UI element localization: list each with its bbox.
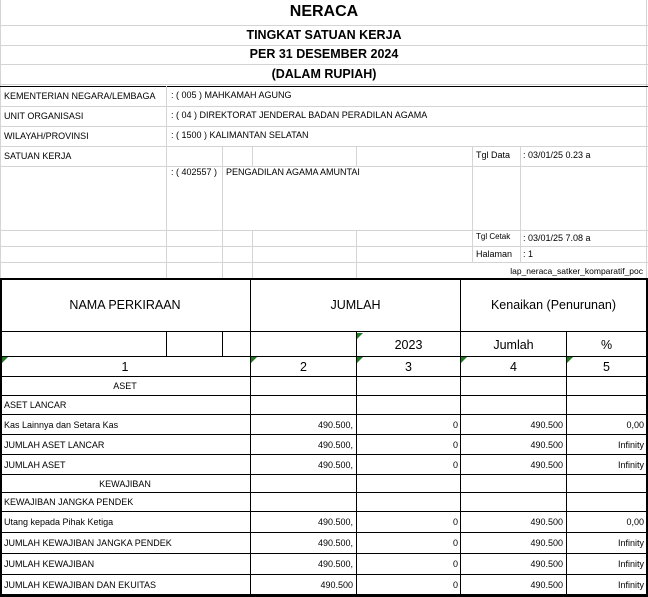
row-label: JUMLAH ASET: [4, 460, 66, 470]
col-header-jumlah: JUMLAH: [330, 298, 381, 312]
cell-marker: [461, 357, 467, 363]
row-value-2024: 490.500,: [317, 440, 353, 450]
tgl-cetak-label: Tgl Cetak: [476, 232, 511, 241]
row-divider: [0, 474, 648, 475]
unit-label: UNIT ORGANISASI: [4, 111, 84, 121]
tgl-cetak-value: : 03/01/25 7.08 a: [523, 233, 591, 243]
row-value-percent: Infinity: [617, 580, 644, 590]
row-value-2024: 490.500,: [317, 460, 353, 470]
report-title: NERACA: [289, 3, 359, 20]
report-code: lap_neraca_satker_komparatif_poc: [510, 266, 643, 276]
row-label: ASET LANCAR: [4, 400, 67, 410]
kementerian-label: KEMENTERIAN NEGARA/LEMBAGA: [4, 91, 156, 101]
col-number-1: 1: [121, 360, 129, 374]
row-divider: [0, 511, 648, 512]
row-value-percent: Infinity: [617, 460, 644, 470]
cell-marker: [2, 357, 8, 363]
tgl-data-label: Tgl Data: [476, 150, 511, 160]
cell-marker: [567, 357, 573, 363]
col-number-4: 4: [510, 360, 517, 374]
row-value-jumlah: 490.500: [530, 580, 563, 590]
satker-name: PENGADILAN AGAMA AMUNTAI: [226, 167, 360, 177]
cell-marker: [357, 357, 363, 363]
row-divider: [0, 434, 648, 435]
row-value-2023: 0: [452, 580, 458, 590]
wilayah-value: : ( 1500 ) KALIMANTAN SELATAN: [171, 130, 309, 140]
row-label: ASET: [113, 381, 137, 391]
wilayah-label: WILAYAH/PROVINSI: [4, 131, 89, 141]
row-value-percent: Infinity: [617, 538, 644, 548]
row-divider: [0, 395, 648, 396]
row-label: KEWAJIBAN JANGKA PENDEK: [4, 497, 134, 507]
subheader-jumlah: Jumlah: [493, 338, 534, 352]
col-number-2: 2: [300, 360, 307, 374]
row-label: KEWAJIBAN: [99, 479, 151, 489]
subheader-2023: 2023: [394, 338, 423, 352]
row-value-2024: 490.500,: [317, 420, 353, 430]
row-value-jumlah: 490.500: [530, 460, 563, 470]
row-value-percent: 0,00: [626, 420, 644, 430]
row-value-jumlah: 490.500: [530, 420, 563, 430]
row-value-2023: 0: [452, 420, 458, 430]
col-number-3: 3: [405, 360, 412, 374]
row-value-2023: 0: [452, 559, 458, 569]
satker-label: SATUAN KERJA: [4, 151, 72, 161]
row-value-percent: Infinity: [617, 559, 644, 569]
row-label: JUMLAH KEWAJIBAN DAN EKUITAS: [4, 580, 157, 590]
row-value-jumlah: 490.500: [530, 538, 563, 548]
col-number-5: 5: [603, 360, 610, 374]
row-divider: [0, 414, 648, 415]
halaman-value: : 1: [523, 249, 534, 259]
row-value-percent: 0,00: [626, 517, 644, 527]
row-label: JUMLAH KEWAJIBAN JANGKA PENDEK: [4, 538, 172, 548]
report-subtitle-level: TINGKAT SATUAN KERJA: [246, 28, 402, 42]
cell-marker: [251, 357, 257, 363]
report-subtitle-date: PER 31 DESEMBER 2024: [249, 47, 399, 61]
row-value-2024: 490.500,: [317, 517, 353, 527]
row-value-2024: 490.500: [320, 580, 353, 590]
row-value-2023: 0: [452, 517, 458, 527]
col-header-nama-perkiraan: NAMA PERKIRAAN: [69, 298, 181, 312]
row-label: JUMLAH ASET LANCAR: [4, 440, 105, 450]
cell-marker: [357, 333, 363, 339]
row-value-2023: 0: [452, 440, 458, 450]
halaman-label: Halaman: [476, 249, 513, 259]
row-label: Utang kepada Pihak Ketiga: [4, 517, 114, 527]
row-divider: [0, 492, 648, 493]
row-value-percent: Infinity: [617, 440, 644, 450]
row-divider: [0, 594, 648, 595]
tgl-data-value: : 03/01/25 0.23 a: [523, 150, 591, 160]
row-value-jumlah: 490.500: [530, 559, 563, 569]
subheader-percent: %: [600, 338, 613, 352]
satker-code: : ( 402557 ): [171, 167, 218, 177]
row-value-2023: 0: [452, 460, 458, 470]
row-value-2024: 490.500,: [317, 559, 353, 569]
row-value-2024: 490.500,: [317, 538, 353, 548]
row-value-jumlah: 490.500: [530, 440, 563, 450]
row-label: Kas Lainnya dan Setara Kas: [4, 420, 119, 430]
row-divider: [0, 532, 648, 533]
unit-value: : ( 04 ) DIREKTORAT JENDERAL BADAN PERADILAN AGAMA: [171, 110, 428, 120]
kementerian-value: : ( 005 ) MAHKAMAH AGUNG: [171, 90, 292, 100]
row-divider: [0, 574, 648, 575]
row-value-2023: 0: [452, 538, 458, 548]
row-divider: [0, 454, 648, 455]
row-divider: [0, 553, 648, 554]
row-label: JUMLAH KEWAJIBAN: [4, 559, 95, 569]
report-subtitle-unit: (DALAM RUPIAH): [271, 67, 377, 81]
row-value-jumlah: 490.500: [530, 517, 563, 527]
col-header-kenaikan: Kenaikan (Penurunan): [490, 298, 617, 312]
